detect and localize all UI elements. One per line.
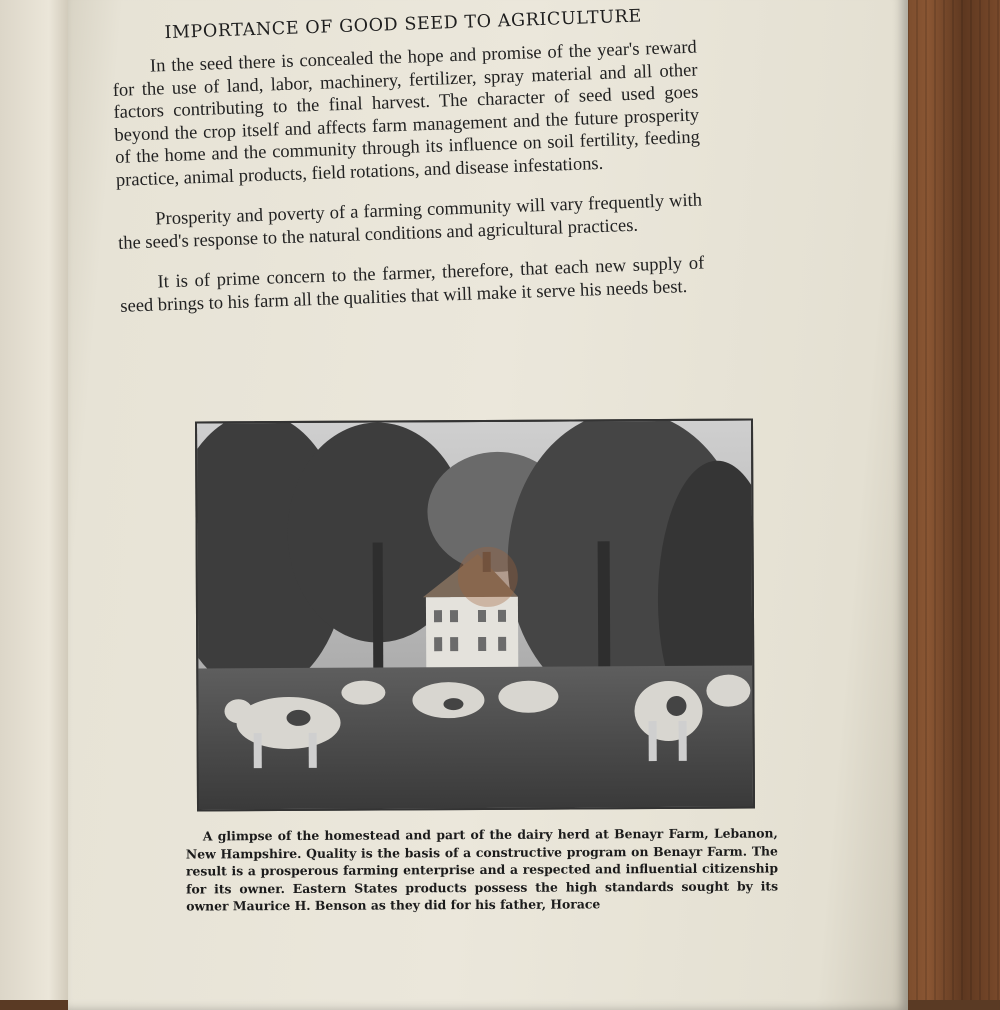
paragraph-2: Prosperity and poverty of a farming community will vary frequently with the seed's response to the natural conditions and agricultural practices. bbox=[117, 190, 703, 254]
photo-caption: A glimpse of the homestead and part of the dairy herd at Benayr Farm, Lebanon, New Hampshire. Quality is the basis of a constructive program on Benayr Farm. The result is a prosperous farming enterprise and a respected and influential citizenship for its owner. Eastern States products possess the high standards sought by its owner Maurice H. Benson as they did for his father, Horace bbox=[185, 825, 779, 914]
page-title: IMPORTANCE OF GOOD SEED TO AGRICULTURE bbox=[164, 6, 643, 44]
facing-page-edge bbox=[0, 0, 70, 1000]
paragraph-1: In the seed there is concealed the hope and promise of the year's reward for the use of land, labor, machinery, fertilizer, spray material and all other factors contributing to the final harvest. The character of seed used goes beyond the crop itself and affects farm management and the future prosperity of the home and the community through its influence on soil fertility, feeding practice, animal products, field rotations, and disease infestations. bbox=[112, 37, 701, 191]
farm-photo-image bbox=[197, 421, 753, 810]
farm-photograph bbox=[195, 419, 755, 812]
paragraph-3: It is of prime concern to the farmer, therefore, that each new supply of seed brings to his farm all the qualities that will make it serve his needs best. bbox=[119, 253, 705, 317]
page-text-block bbox=[110, 0, 706, 336]
